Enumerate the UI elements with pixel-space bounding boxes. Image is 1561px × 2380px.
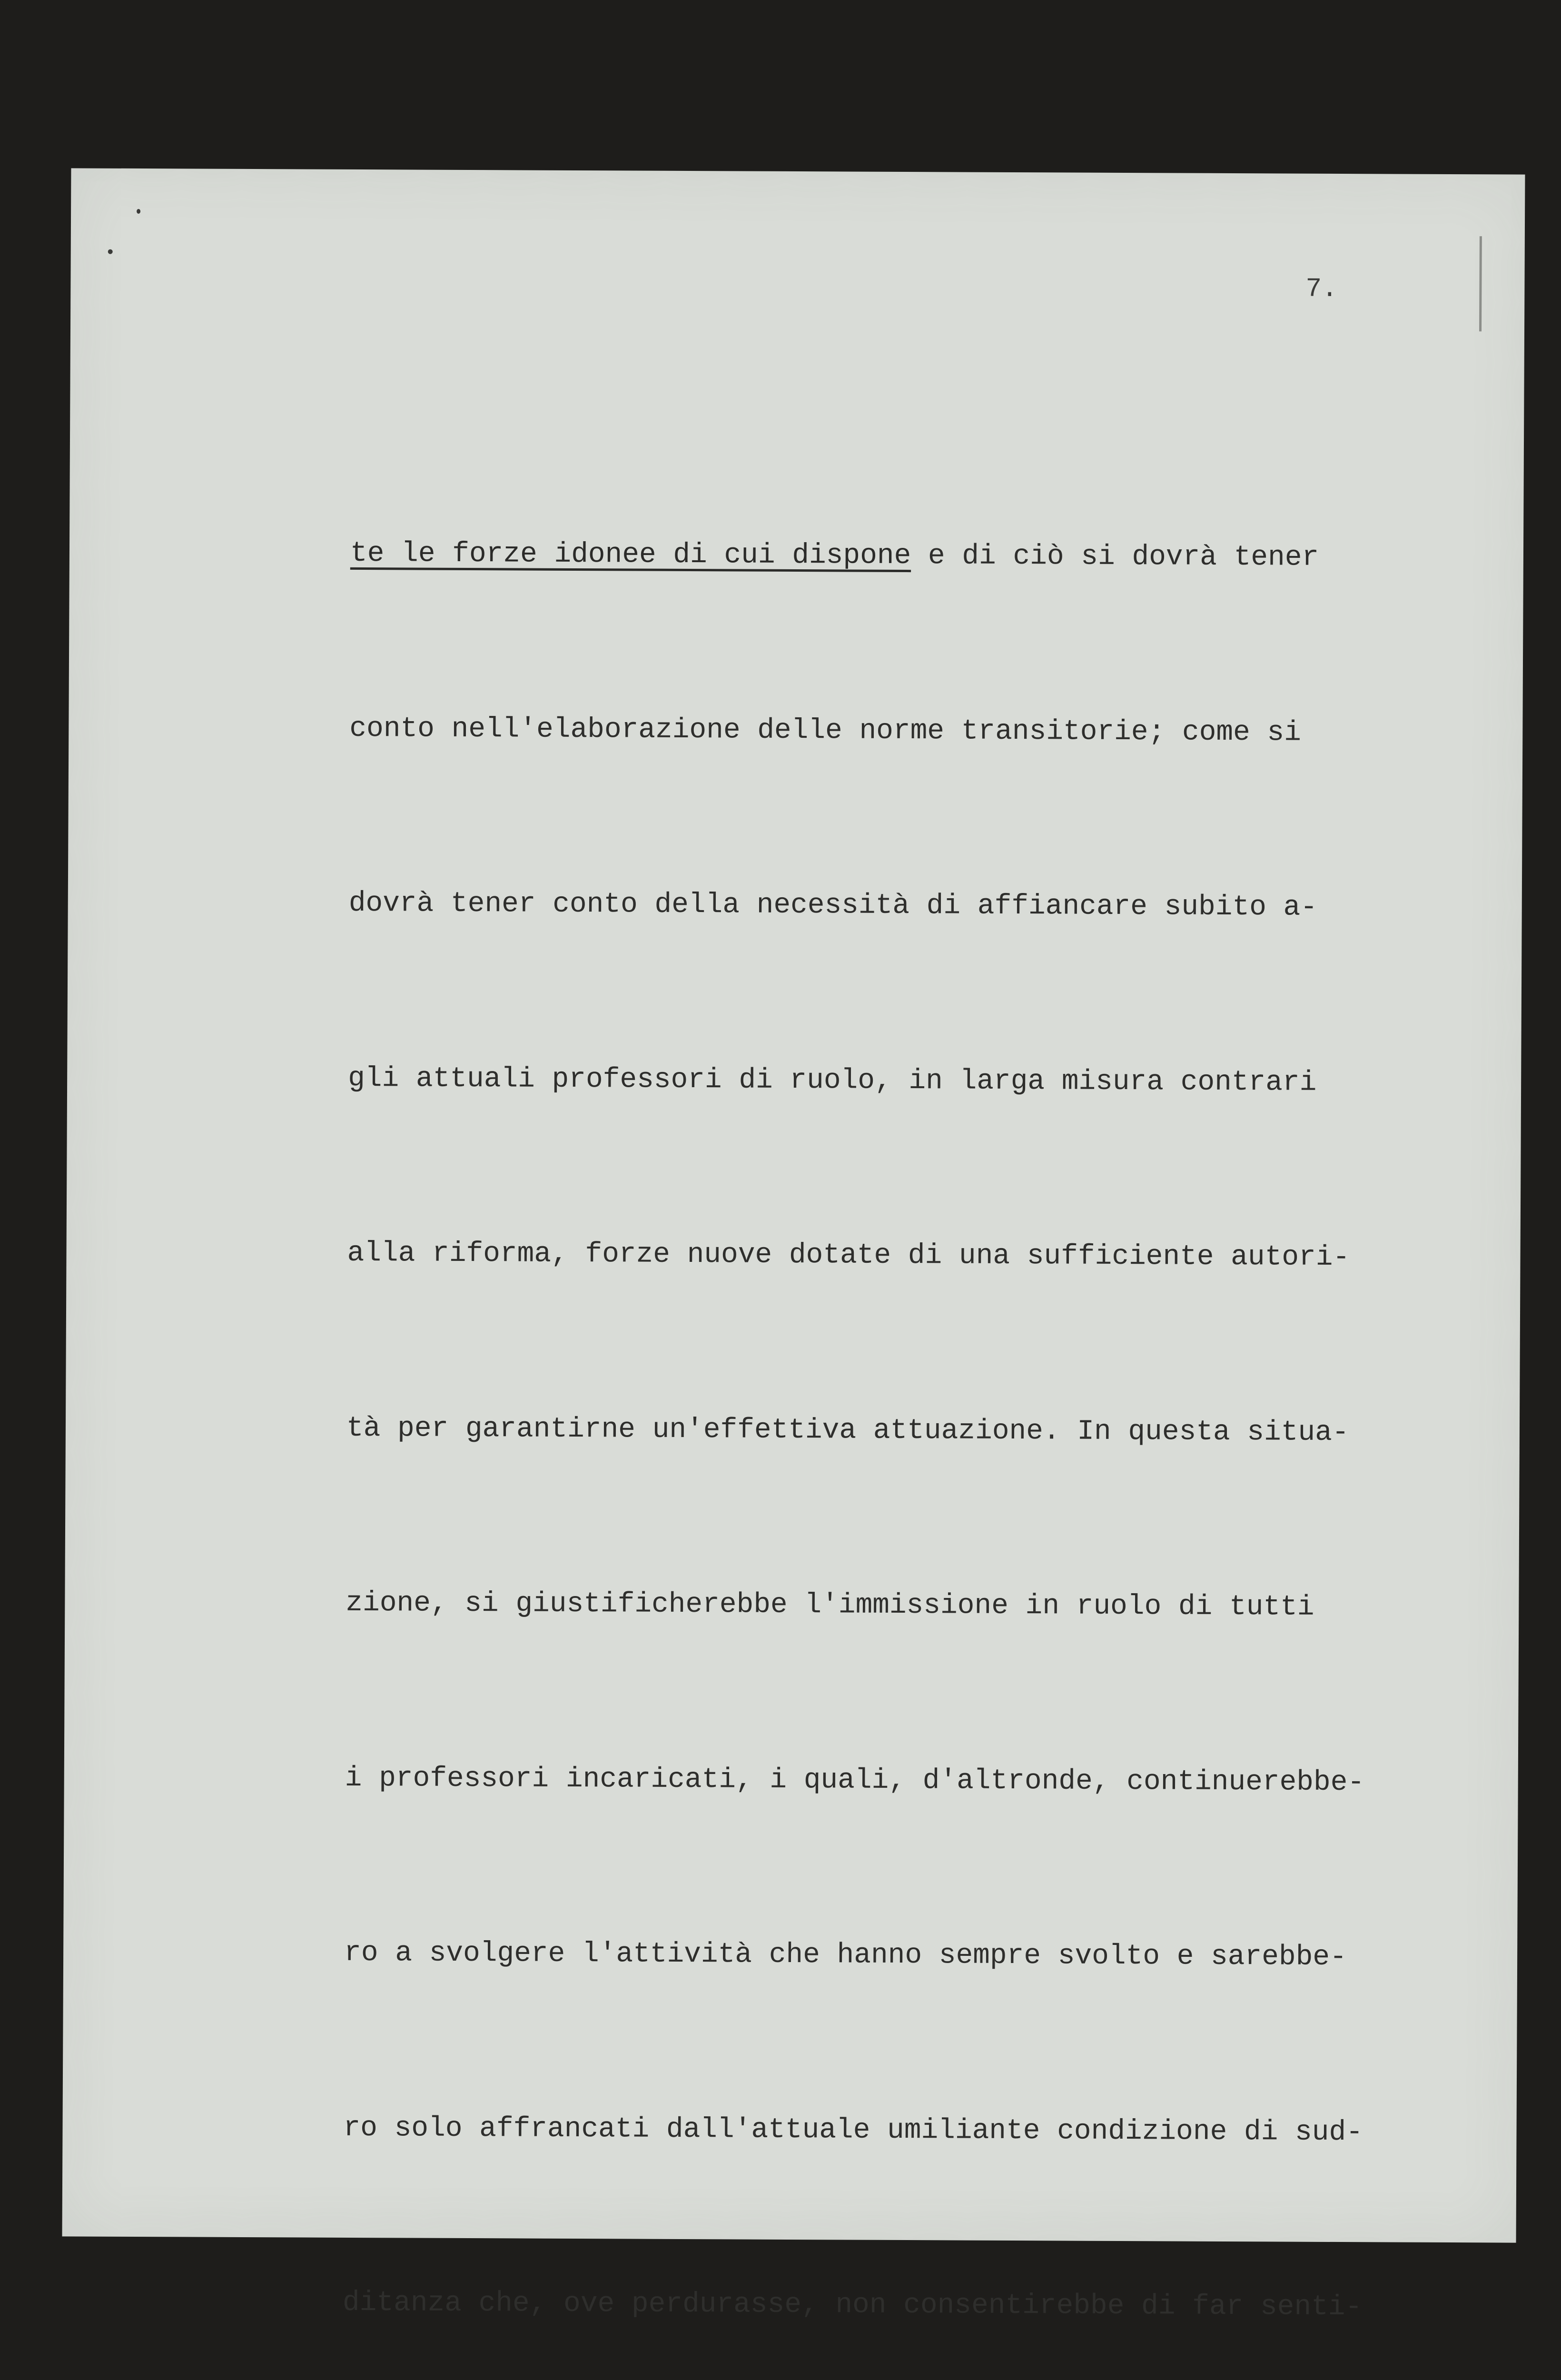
- text-line: alla riforma, forze nuove dotate di una sufficiente autori-: [347, 1236, 1350, 1274]
- margin-line: [1479, 236, 1482, 331]
- text-line: dovrà tener conto della necessità di affiancare subito a-: [348, 886, 1318, 923]
- text-line: conto nell'elaborazione delle norme transitorie; come si: [349, 712, 1302, 749]
- text-line: gli attuali professori di ruolo, in larga misura contrari: [348, 1061, 1317, 1099]
- paper-sheet: [62, 168, 1525, 2323]
- ink-speck: [137, 209, 140, 214]
- typed-text-body: [328, 407, 1493, 2380]
- ink-speck: [108, 249, 113, 254]
- text-line: [350, 524, 1493, 587]
- text-line: i professori incaricati, i quali, d'altronde, continuerebbe-: [345, 1761, 1365, 1798]
- text-segment: e di ciò si dovrà tener: [911, 539, 1319, 574]
- underlined-phrase: te le forze idonee di cui dispone: [350, 536, 911, 572]
- text-line: ditanza che, ove perdurasse, non consentirebbe di far senti-: [342, 2286, 1363, 2323]
- text-line: ro a svolgere l'attività che hanno sempre svolto e sarebbe-: [344, 1936, 1347, 1973]
- text-line: ro solo affrancati dall'attuale umiliante condizione di sud-: [343, 2111, 1363, 2148]
- page-number: 7.: [1305, 273, 1338, 304]
- text-line: zione, si giustificherebbe l'immissione in ruolo di tutti: [346, 1586, 1314, 1623]
- text-line: tà per garantirne un'effettiva attuazione. In questa situa-: [346, 1411, 1349, 1448]
